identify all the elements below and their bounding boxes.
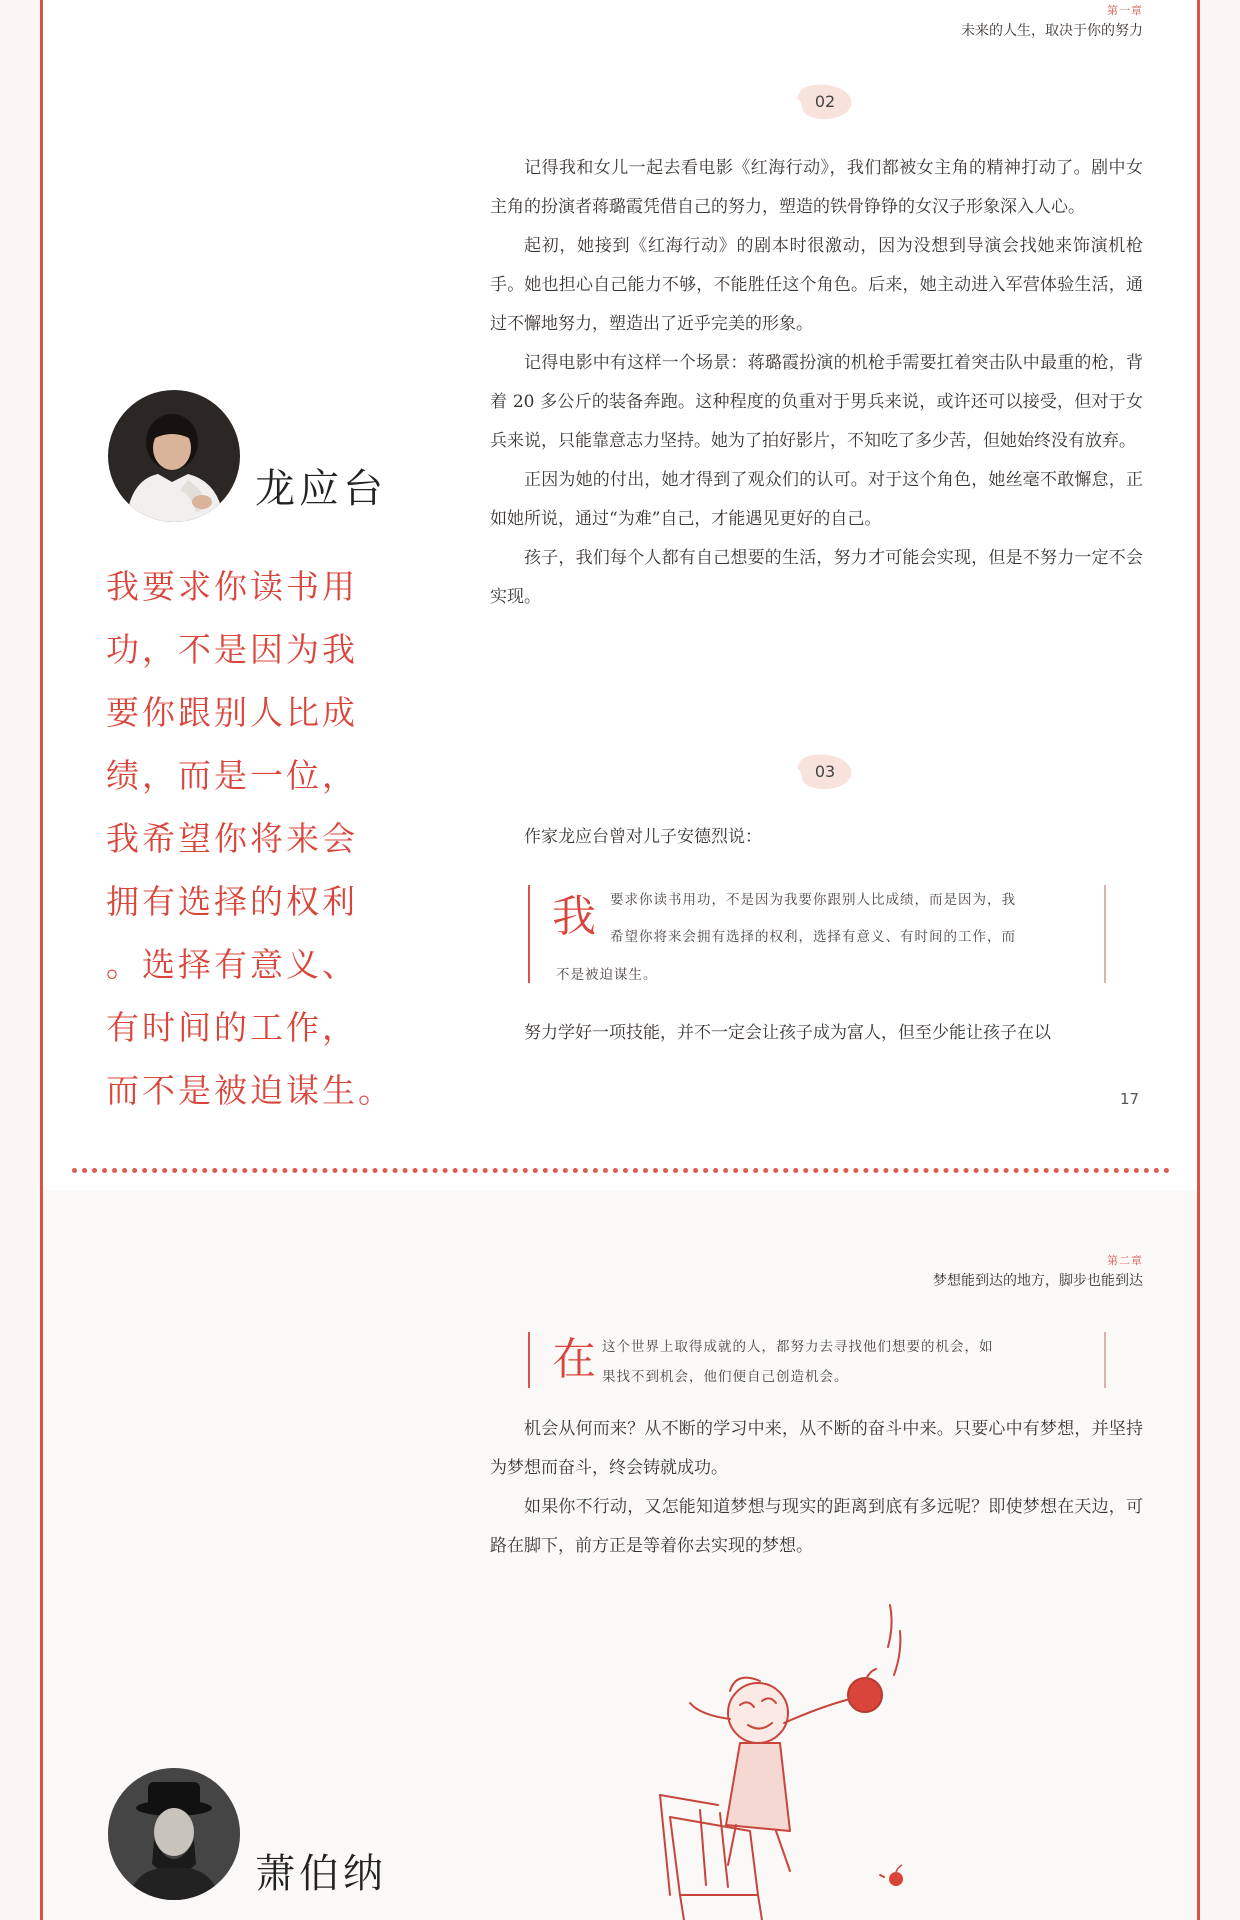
paragraph: 机会从何而来？从不断的学习中来，从不断的奋斗中来。只要心中有梦想，并坚持为梦想而奋斗，终会铸就成功。 bbox=[490, 1419, 1143, 1478]
person-name-longyingtai: 龙应台 bbox=[255, 466, 387, 512]
quote-line: 不是被迫谋生。 bbox=[556, 967, 658, 983]
right-page-border bbox=[1197, 0, 1200, 1920]
page2-body bbox=[490, 1410, 1143, 1566]
featured-quote-line: 而不是被迫谋生。 bbox=[106, 1071, 394, 1110]
quote-line: 这个世界上取得成就的人，都努力去寻找他们想要的机会，如 bbox=[602, 1339, 994, 1355]
chapter-header bbox=[961, 2, 1143, 40]
paragraph: 如果你不行动，又怎能知道梦想与现实的距离到底有多远呢？即使梦想在天边，可路在脚下，前方正是等着你去实现的梦想。 bbox=[490, 1497, 1143, 1556]
featured-quote-line: 要你跟别人比成 bbox=[106, 693, 358, 732]
paragraph: 记得电影中有这样一个场景：蒋璐霞扮演的机枪手需要扛着突击队中最重的枪，背着 20 多公斤的装备奔跑。这种程度的负重对于男兵来说，或许还可以接受，但对于女兵来说，只能靠意志力坚持。她为了拍好影片，不知吃了多少苦，但她始终没有放弃。 bbox=[490, 353, 1143, 451]
chapter-header bbox=[933, 1252, 1143, 1290]
section-03-intro: 作家龙应台曾对儿子安德烈说： bbox=[524, 827, 762, 847]
featured-quote-line: 拥有选择的权利 bbox=[106, 882, 358, 921]
paragraph: 记得我和女儿一起去看电影《红海行动》，我们都被女主角的精神打动了。剧中女主角的扮演者蒋璐霞凭借自己的努力，塑造的铁骨铮铮的女汉子形象深入人心。 bbox=[490, 158, 1143, 217]
featured-quote-line: 功，不是因为我 bbox=[106, 630, 358, 669]
section-02-body bbox=[490, 149, 1143, 617]
person-name-xiaobona: 萧伯纳 bbox=[255, 1851, 387, 1897]
quote-dropcap: 我 bbox=[552, 891, 596, 942]
portrait-icon bbox=[108, 390, 240, 522]
featured-quote-line: 有时间的工作， bbox=[106, 1008, 358, 1047]
paragraph: 孩子，我们每个人都有自己想要的生活，努力才可能会实现，但是不努力一定不会实现。 bbox=[490, 548, 1143, 607]
avatar-longyingtai bbox=[108, 390, 240, 522]
paragraph: 正因为她的付出，她才得到了观众们的认可。对于这个角色，她丝毫不敢懈怠，正如她所说，通过“为难”自己，才能遇见更好的自己。 bbox=[490, 470, 1143, 529]
paragraph: 起初，她接到《红海行动》的剧本时很激动，因为没想到导演会找她来饰演机枪手。她也担心自己能力不够，不能胜任这个角色。后来，她主动进入军营体验生活，通过不懈地努力，塑造出了近乎完美的形象。 bbox=[490, 236, 1143, 334]
quote-line: 希望你将来会拥有选择的权利，选择有意义、有时间的工作，而 bbox=[610, 929, 1016, 945]
quote-box-opportunity bbox=[528, 1332, 1106, 1388]
featured-quote-line: 我要求你读书用 bbox=[106, 567, 358, 606]
quote-line: 要求你读书用功，不是因为我要你跟别人比成绩，而是因为，我 bbox=[610, 892, 1016, 908]
page-number: 17 bbox=[1120, 1090, 1140, 1108]
section-03-body: 努力学好一项技能，并不一定会让孩子成为富人，但至少能让孩子在以 bbox=[524, 1023, 1051, 1043]
portrait-icon bbox=[108, 1768, 240, 1900]
chapter-number: 第二章 bbox=[1107, 1254, 1143, 1267]
quote-line: 果找不到机会，他们便自己创造机会。 bbox=[602, 1369, 849, 1385]
featured-quote-line: 我希望你将来会 bbox=[106, 819, 358, 858]
child-reaching-apple-illustration-icon bbox=[640, 1595, 1020, 1920]
avatar-xiaobona bbox=[108, 1768, 240, 1900]
chapter-number: 第一章 bbox=[1107, 4, 1143, 17]
chapter-title: 梦想能到达的地方，脚步也能到达 bbox=[933, 1273, 1143, 1289]
featured-quote-line: 。选择有意义、 bbox=[106, 945, 358, 984]
chapter-title: 未来的人生，取决于你的努力 bbox=[961, 23, 1143, 39]
featured-quote bbox=[106, 555, 396, 1122]
section-number-02: 02 bbox=[795, 82, 855, 122]
quote-box-longyingtai bbox=[528, 885, 1106, 983]
featured-quote-line: 绩，而是一位， bbox=[106, 756, 358, 795]
quote-dropcap: 在 bbox=[552, 1334, 596, 1385]
section-number-03: 03 bbox=[795, 752, 855, 792]
page-separator bbox=[72, 1168, 1170, 1173]
